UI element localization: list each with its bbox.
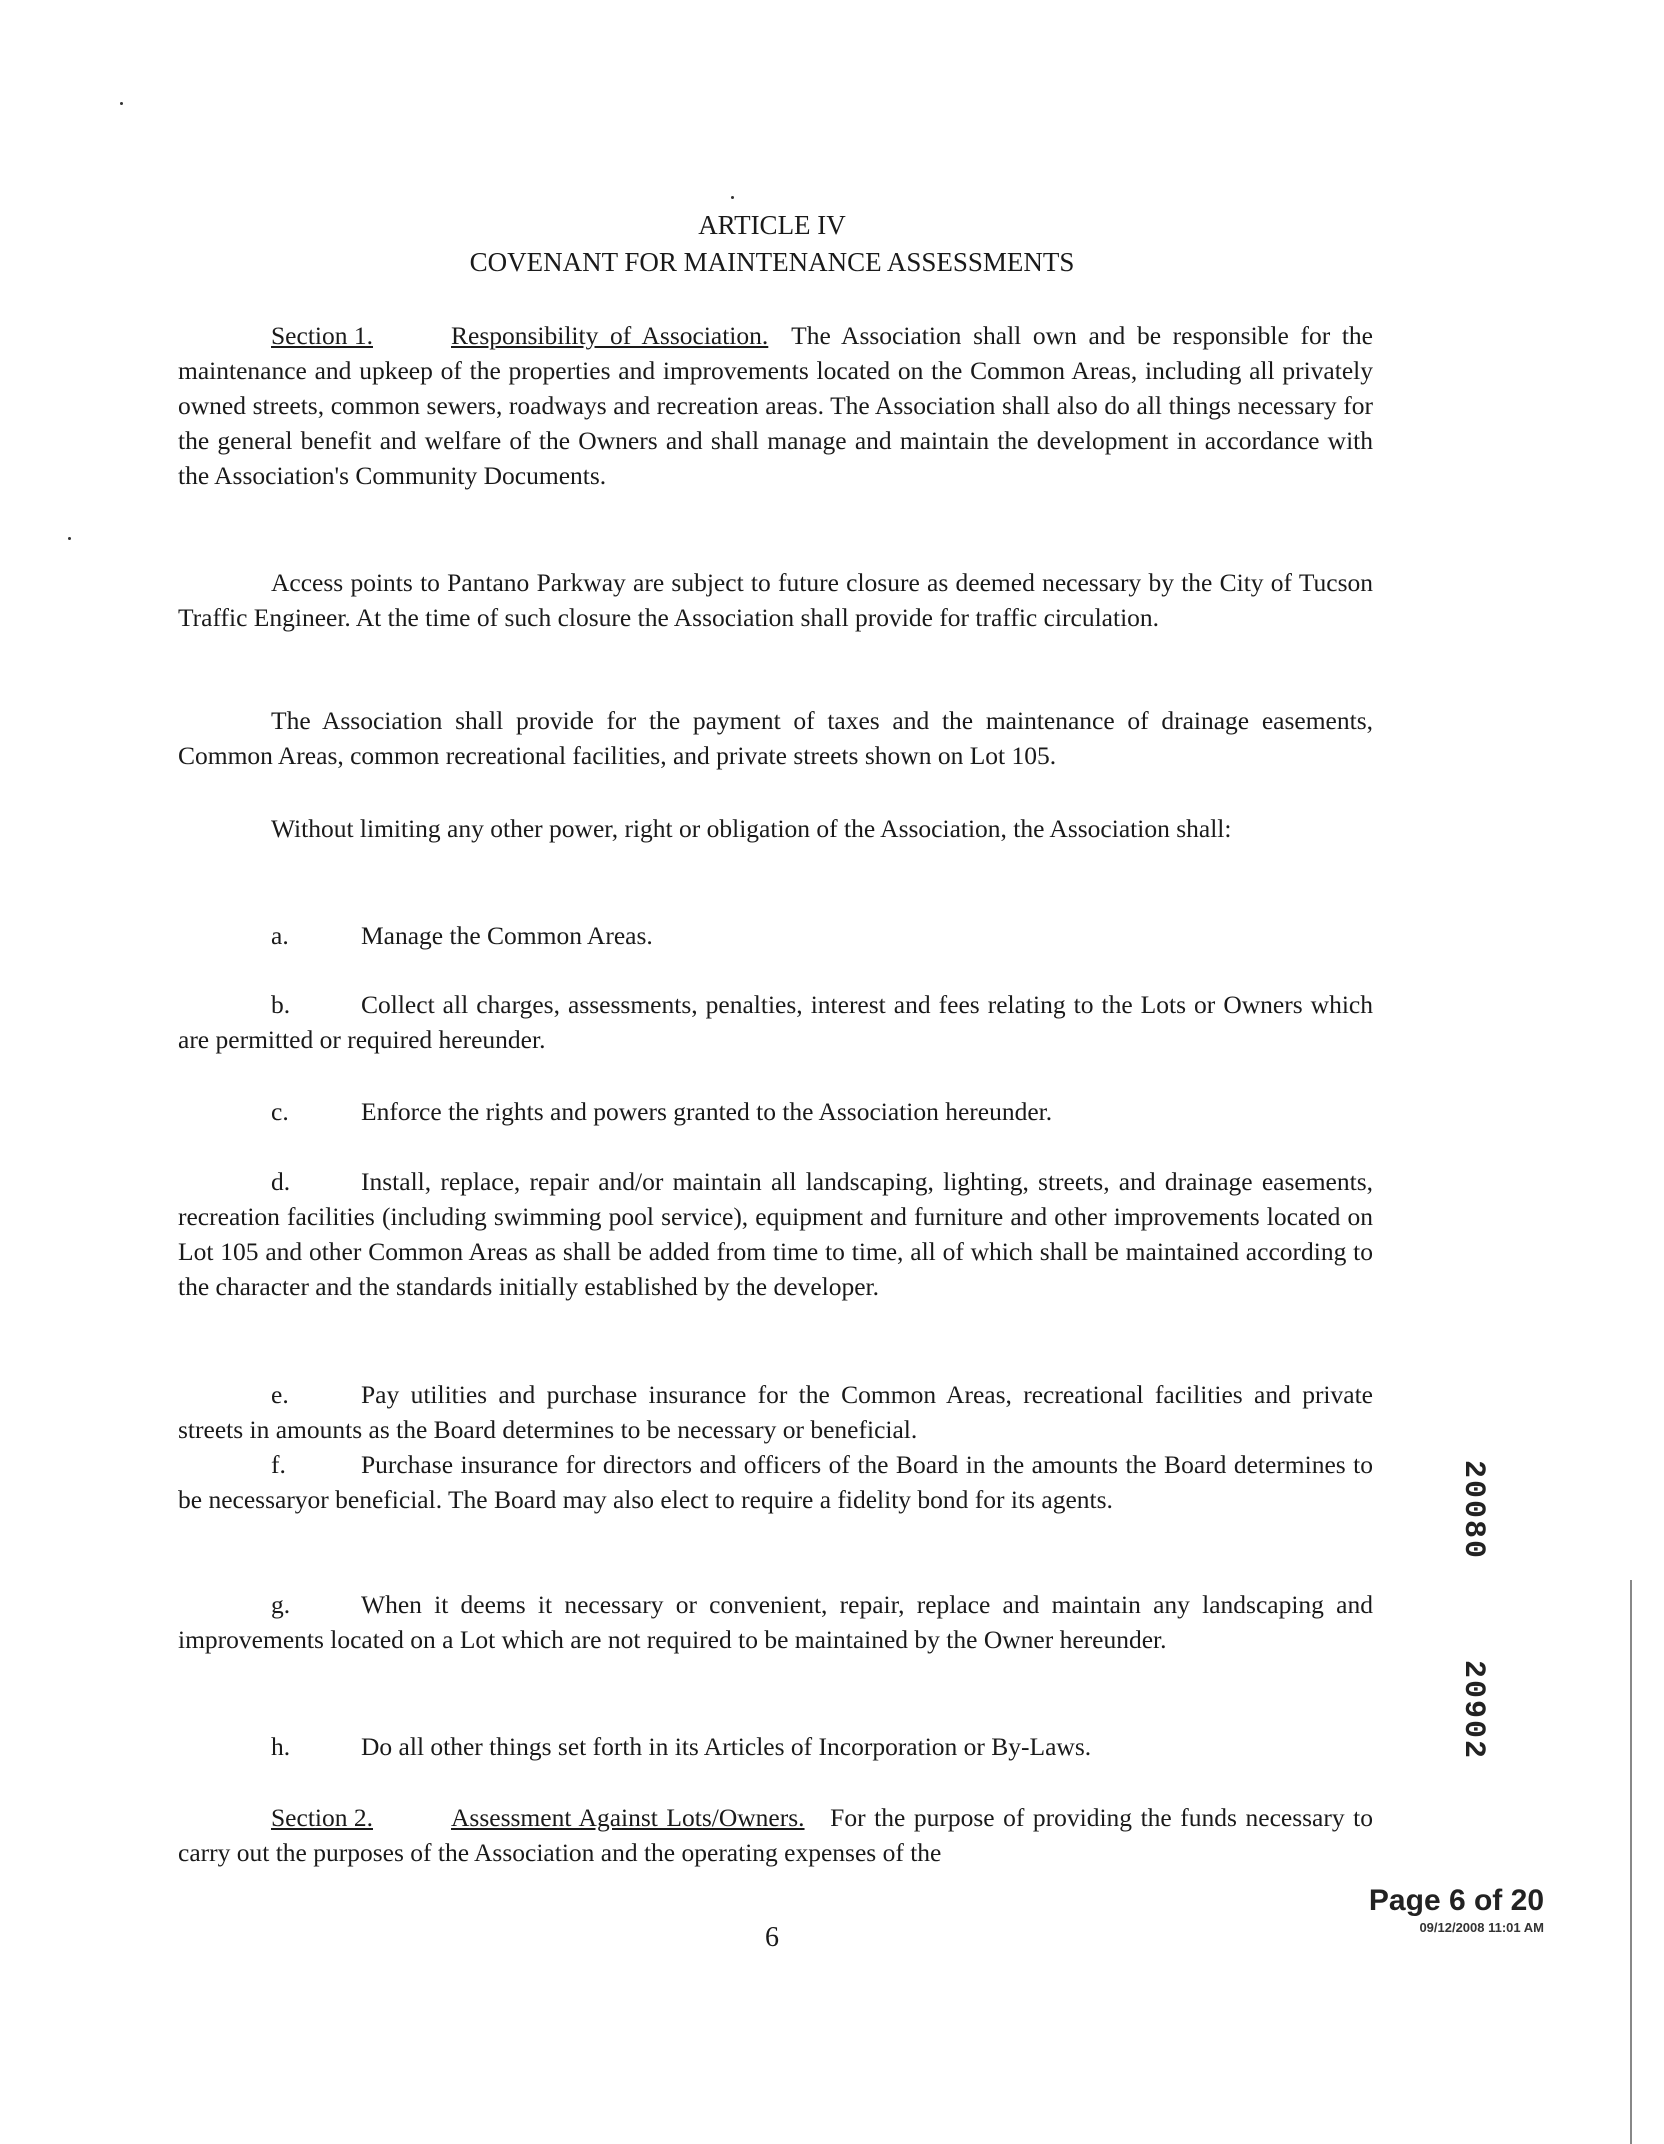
scan-edge-line <box>1630 1580 1632 2144</box>
list-item <box>178 1729 1373 1764</box>
taxes-paragraph: The Association shall provide for the payment of taxes and the maintenance of drainage easements, Common Areas, common recreational facilities, and private streets shown on Lot 105. <box>178 706 1373 770</box>
list-item <box>178 1447 1373 1517</box>
list-item-label: f. <box>271 1450 286 1479</box>
article-number: ARTICLE IV <box>698 210 846 240</box>
list-item <box>178 1164 1373 1304</box>
list-item-text: Collect all charges, assessments, penalties, interest and fees relating to the Lots or Owners which are permitted or required hereunder. <box>178 990 1373 1054</box>
list-item-text: Manage the Common Areas. <box>361 921 653 950</box>
section-2-text: For the purpose of providing the funds necessary to carry out the purposes of the Association and the operating expenses of the <box>178 1803 1373 1867</box>
docket-number-top: 20080 <box>1456 1460 1490 1561</box>
list-item-label: a. <box>271 921 289 950</box>
list-item <box>178 1377 1373 1447</box>
section-2-heading: Assessment Against Lots/Owners. <box>451 1803 805 1832</box>
access-points-paragraph: Access points to Pantano Parkway are subject to future closure as deemed necessary by the City of Tucson Traffic Engineer. At the time of such closure the Association shall provide for traffic circulation. <box>178 568 1373 632</box>
list-item-label: g. <box>271 1590 291 1619</box>
article-title: COVENANT FOR MAINTENANCE ASSESSMENTS <box>469 247 1075 277</box>
scan-speck <box>68 537 71 540</box>
page-count: Page 6 of 20 <box>1368 1884 1544 1917</box>
list-item-label: e. <box>271 1380 289 1409</box>
list-item <box>178 987 1373 1057</box>
list-item-label: h. <box>271 1732 291 1761</box>
list-item <box>178 918 1373 953</box>
list-item-text: Purchase insurance for directors and officers of the Board in the amounts the Board determines to be necessaryor beneficial. The Board may also elect to require a fidelity bond for its agents. <box>178 1450 1373 1514</box>
section-2-label: Section 2. <box>271 1803 373 1832</box>
section-1-text: The Association shall own and be responsible for the maintenance and upkeep of the properties and improvements located on the Common Areas, including all privately owned streets, common sewers, roadways and recreation areas. The Association shall also do all things necessary for the general benefit and welfare of the Owners and shall manage and maintain the development in accordance with the Association's Community Documents. <box>178 321 1374 490</box>
list-item-text: Do all other things set forth in its Articles of Incorporation or By-Laws. <box>361 1732 1092 1761</box>
page-folio-number: 6 <box>765 1922 779 1953</box>
scan-speck <box>120 102 123 105</box>
list-item-text: When it deems it necessary or convenient, repair, replace and maintain any landscaping and improvements located on a Lot which are not required to be maintained by the Owner hereunder. <box>178 1590 1373 1654</box>
section-1-heading: Responsibility of Association. <box>451 321 769 350</box>
section-1-paragraph <box>178 318 1373 493</box>
docket-number-stamp <box>1450 1460 1510 1790</box>
section-1-label: Section 1. <box>271 321 373 350</box>
list-item-text: Pay utilities and purchase insurance for the Common Areas, recreational facilities and private streets in amounts as the Board determines to be necessary or beneficial. <box>178 1380 1373 1444</box>
list-item <box>178 1094 1373 1129</box>
scan-speck <box>731 196 734 199</box>
docket-number-bottom: 20902 <box>1456 1660 1490 1761</box>
without-limiting-paragraph: Without limiting any other power, right or obligation of the Association, the Association shall: <box>271 814 1232 843</box>
list-item-text: Install, replace, repair and/or maintain all landscaping, lighting, streets, and drainage easements, recreation facilities (including swimming pool service), equipment and furniture and other improvements located on Lot 105 and other Common Areas as shall be added from time to time, all of which shall be maintained according to the character and the standards initially established by the developer. <box>178 1167 1373 1301</box>
list-item <box>178 1587 1373 1657</box>
list-item-label: b. <box>271 990 291 1019</box>
recording-datetime: 09/12/2008 11:01 AM <box>1419 1920 1544 1935</box>
section-2-paragraph <box>178 1800 1373 1870</box>
list-item-label: d. <box>271 1167 291 1196</box>
list-item-text: Enforce the rights and powers granted to the Association hereunder. <box>361 1097 1053 1126</box>
list-item-label: c. <box>271 1097 289 1126</box>
